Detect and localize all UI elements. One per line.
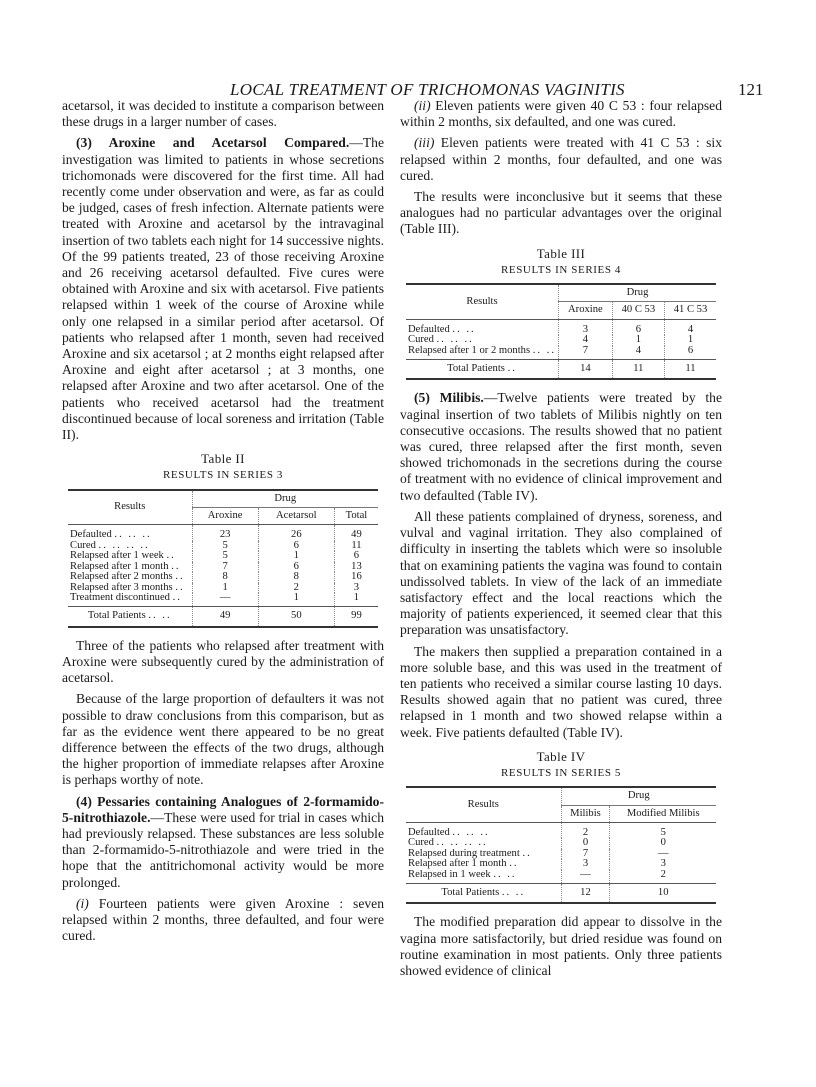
cell-value: 4 xyxy=(612,346,664,360)
total-value: 10 xyxy=(610,883,716,903)
paragraph: Three of the patients who relapsed after treatment with Aroxine were subsequently cured by the administration of acetarsol. xyxy=(62,637,384,686)
dot-leader: .. xyxy=(175,571,185,583)
total-row xyxy=(406,360,716,380)
dot-leader: .. .. .. xyxy=(436,334,474,346)
paragraph xyxy=(62,896,384,945)
table-label: Table III xyxy=(536,245,586,261)
total-value: 99 xyxy=(334,607,378,627)
dot-leader: .. xyxy=(509,858,519,870)
total-value: 14 xyxy=(559,360,613,380)
row-label-text: Treatment discontinued xyxy=(70,591,170,603)
table-caption: RESULTS IN SERIES 5 xyxy=(500,766,622,779)
table-caption: RESULTS IN SERIES 4 xyxy=(500,263,622,276)
row-label-text: Cured xyxy=(70,539,96,551)
cell-value: 1 xyxy=(258,593,334,607)
dot-leader: .. .. xyxy=(148,610,172,622)
row-label-text: Defaulted xyxy=(70,529,112,541)
cell-value: 8 xyxy=(258,572,334,582)
dot-leader: .. .. .. .. xyxy=(98,539,150,551)
dot-leader: .. .. .. xyxy=(452,826,490,838)
cell-value: 1 xyxy=(664,335,716,345)
total-value: 12 xyxy=(561,883,610,903)
row-label xyxy=(406,822,561,838)
paragraph: All these patients complained of dryness, soreness, and vulval and vaginal irritation. They also complained of difficulty in inserting the tablets which were so insoluble that on examining patients the vagina was found to contain undissolved tablets. In view of the lack of an immediate satisfactory effect and the local reactions which the majority of patients experienced, it seemed clear that this preparation was unsatisfactory. xyxy=(400,508,722,638)
total-label-text: Total Patients xyxy=(447,363,505,375)
table-wrap xyxy=(68,489,378,628)
row-label-text: Relapsed in 1 week xyxy=(408,868,491,880)
cell-value: 26 xyxy=(258,525,334,541)
row-label-text: Cured xyxy=(408,837,434,849)
left-column xyxy=(62,98,384,949)
item-number: (ii) xyxy=(414,98,431,113)
row-label xyxy=(68,525,192,541)
cell-value: 6 xyxy=(612,319,664,335)
cell-value: 8 xyxy=(192,572,258,582)
column-header: Acetarsol xyxy=(258,508,334,525)
table-label: Table II xyxy=(201,451,245,467)
section-heading: (3) Aroxine and Acetarsol Compared. xyxy=(76,135,350,151)
column-header: Modified Milibis xyxy=(610,805,716,822)
cell-value: 11 xyxy=(334,541,378,551)
total-label-text: Total Patients xyxy=(87,610,146,622)
cell-value: 6 xyxy=(258,541,334,551)
dot-leader: .. .. .. .. xyxy=(436,837,488,849)
section-heading: (4) Pessaries containing Analogues of 2-formamido-5-nitrothiazole. xyxy=(62,793,384,825)
cell-value: 3 xyxy=(559,319,613,335)
paragraph: The modified preparation did appear to dissolve in the vagina more satisfactorily, but dried residue was found on routine examination in most patients. Only three patients showed evidence of clinical xyxy=(400,914,722,978)
header-row xyxy=(68,490,378,508)
cell-value: 7 xyxy=(561,849,610,859)
paragraph-text: —These were used for trial in cases which had previously relapsed. These substances are less soluble than 2-formamido-5-nitrothiazole and were tried in the hope that the antitrichomonal activity would be more prolonged. xyxy=(62,809,384,890)
total-label xyxy=(406,360,559,380)
total-value: 50 xyxy=(258,607,334,627)
total-label-text: Total Patients xyxy=(441,886,500,898)
item-number: (i) xyxy=(76,895,89,911)
total-label xyxy=(68,607,192,627)
row-label xyxy=(406,870,561,884)
dot-leader: .. .. xyxy=(501,886,526,898)
total-row xyxy=(68,607,378,627)
dot-leader: .. xyxy=(166,550,176,562)
table-wrap xyxy=(406,786,716,904)
cell-value: 6 xyxy=(334,551,378,561)
table-ii xyxy=(62,451,384,627)
dot-leader: .. .. xyxy=(452,323,476,335)
cell-value: 5 xyxy=(610,822,716,838)
dot-leader: .. xyxy=(172,591,182,603)
cell-value: 1 xyxy=(612,335,664,345)
results-table xyxy=(68,489,378,628)
column-header: Milibis xyxy=(561,805,610,822)
dot-leader: .. .. .. xyxy=(114,529,152,541)
total-label xyxy=(406,883,561,903)
results-table xyxy=(406,786,716,904)
cell-value: 23 xyxy=(192,525,258,541)
column-header: Aroxine xyxy=(559,302,613,319)
cell-value: 7 xyxy=(192,562,258,572)
cell-value: — xyxy=(192,593,258,607)
table-caption: RESULTS IN SERIES 3 xyxy=(162,469,284,482)
paragraph xyxy=(62,135,384,443)
table-row xyxy=(406,822,716,838)
total-value: 49 xyxy=(192,607,258,627)
paragraph xyxy=(62,794,384,891)
cell-value: 3 xyxy=(561,859,610,869)
cell-value: 2 xyxy=(258,583,334,593)
cell-value: 4 xyxy=(664,319,716,335)
column-header: 41 C 53 xyxy=(664,302,716,319)
row-label xyxy=(68,593,192,607)
results-header: Results xyxy=(467,798,499,810)
row-label-text: Relapsed after 1 or 2 months xyxy=(408,344,531,356)
cell-value: 2 xyxy=(610,870,716,884)
results-header: Results xyxy=(114,501,146,513)
cell-value: 13 xyxy=(334,562,378,572)
paragraph xyxy=(400,135,722,184)
table-row xyxy=(68,593,378,607)
row-label-text: Cured xyxy=(408,334,434,346)
cell-value: 3 xyxy=(334,583,378,593)
row-label xyxy=(406,346,559,360)
drug-group-header: Drug xyxy=(559,284,717,302)
dot-leader: .. .. xyxy=(493,868,517,880)
dot-leader: .. xyxy=(175,581,185,593)
table-row xyxy=(406,346,716,360)
table-wrap xyxy=(406,283,716,380)
cell-value: 5 xyxy=(192,541,258,551)
paragraph-text: Fourteen patients were given Aroxine : seven relapsed within 2 months, three defaulted, and four were cured. xyxy=(62,895,384,944)
dot-leader: .. xyxy=(522,847,532,859)
cell-value: 0 xyxy=(561,838,610,848)
cell-value: 0 xyxy=(610,838,716,848)
row-label-text: Relapsed after 1 month xyxy=(408,858,507,870)
dot-leader: .. .. xyxy=(532,344,556,356)
dot-leader: .. xyxy=(171,560,181,572)
running-head: LOCAL TREATMENT OF TRICHOMONAS VAGINITIS xyxy=(230,80,625,99)
row-label-text: Relapsed after 2 months xyxy=(70,571,173,583)
header-row xyxy=(406,284,716,302)
paragraph-text: Eleven patients were treated with 41 C 53 : six relapsed within 2 months, four defaulted, and one was cured. xyxy=(400,135,722,183)
total-row xyxy=(406,883,716,903)
paragraph: The results were inconclusive but it seems that these analogues had no particular advantages over the original (Table III). xyxy=(400,189,722,237)
row-label xyxy=(406,319,559,335)
cell-value: 4 xyxy=(559,335,613,345)
paragraph-text: Eleven patients were given 40 C 53 : four relapsed within 2 months, six defaulted, and one was cured. xyxy=(400,98,722,130)
table-iv xyxy=(400,749,722,905)
cell-value: 1 xyxy=(192,583,258,593)
results-table xyxy=(406,283,716,380)
cell-value: 6 xyxy=(258,562,334,572)
cell-value: 1 xyxy=(334,593,378,607)
cell-value: 6 xyxy=(664,346,716,360)
cell-value: 16 xyxy=(334,572,378,582)
right-column xyxy=(400,98,722,984)
cell-value: 1 xyxy=(258,551,334,561)
cell-value: 49 xyxy=(334,525,378,541)
header-row xyxy=(406,787,716,805)
row-label-text: Relapsed after 3 months xyxy=(70,581,173,593)
paragraph xyxy=(400,390,722,503)
cell-value: — xyxy=(561,870,610,884)
page-number: 121 xyxy=(738,80,764,99)
row-label-text: Relapsed during treatment xyxy=(408,847,520,859)
cell-value: 2 xyxy=(561,822,610,838)
row-label-text: Relapsed after 1 month xyxy=(70,560,169,572)
row-label-text: Defaulted xyxy=(408,826,450,838)
paragraph: Because of the large proportion of defaulters it was not possible to draw conclusions from this comparison, but as far as the evidence went there appeared to be no great difference between the effects of the two drugs, although the higher proportion of immediate relapses after Aroxine is perhaps worthy of note. xyxy=(62,691,384,788)
row-label-text: Relapsed after 1 week xyxy=(70,550,164,562)
paragraph-text: —The investigation was limited to patients in whose secretions trichomonads were discovered for the first time. All had recently come under observation and were, as far as could be judged, cases of fresh infection. Alternate patients were treated with Aroxine and acetarsol by the intravaginal insertion of two tablets each night for 14 successive nights. Of the 99 patients treated, 23 of those receiving Aroxine and 26 receiving acetarsol defaulted. Five cures were obtained with Aroxine and six with acetarsol. Five patients relapsed within 1 week of the course of Aroxine while only one relapsed in a similar period after acetarsol. Of patients who relapsed after 1 month, seven had received Aroxine and six acetarsol ; at 2 months eight relapsed after Aroxine and eight after acetarsol ; at 3 months, one relapsed after Aroxine and two after acetarsol. One of the patients who received acetarsol had the treatment discontinued because of local soreness and irritation (Table II). xyxy=(62,135,384,443)
table-iii xyxy=(400,246,722,381)
drug-group-header: Drug xyxy=(561,787,716,805)
paragraph: acetarsol, it was decided to institute a comparison between these drugs in a larger number of cases. xyxy=(62,98,384,130)
cell-value: 5 xyxy=(192,551,258,561)
item-number: (iii) xyxy=(414,135,435,151)
table-row xyxy=(406,319,716,335)
cell-value: 7 xyxy=(559,346,613,360)
row-label-text: Defaulted xyxy=(408,323,450,335)
results-header: Results xyxy=(466,295,498,307)
paragraph: The makers then supplied a preparation contained in a more soluble base, and this was used in the treatment of ten patients who received a similar course lasting 10 days. Results showed again that no patient was cured, three relapsed in 1 month and two showed relapse within a week. Five patients defaulted (Table IV). xyxy=(400,643,722,740)
table-row xyxy=(406,870,716,884)
total-value: 11 xyxy=(612,360,664,380)
cell-value: — xyxy=(610,849,716,859)
drug-group-header: Drug xyxy=(192,490,378,508)
table-label: Table IV xyxy=(536,748,586,764)
column-header: Aroxine xyxy=(192,508,258,525)
section-heading: (5) Milibis. xyxy=(414,390,484,406)
table-row xyxy=(68,525,378,541)
column-header: Total xyxy=(334,508,378,525)
paragraph-text: —Twelve patients were treated by the vaginal insertion of two tablets of Milibis nightly on ten consecutive occasions. The results showed that no patient was cured, three relapsed after the first month, seven showed trichomonads in the secretions during the course of treatment with no evidence of clinical improvement and two defaulted (Table IV). xyxy=(400,390,722,503)
paragraph xyxy=(400,98,722,130)
dot-leader: .. xyxy=(507,363,517,375)
cell-value: 3 xyxy=(610,859,716,869)
total-value: 11 xyxy=(664,360,716,380)
column-header: 40 C 53 xyxy=(612,302,664,319)
